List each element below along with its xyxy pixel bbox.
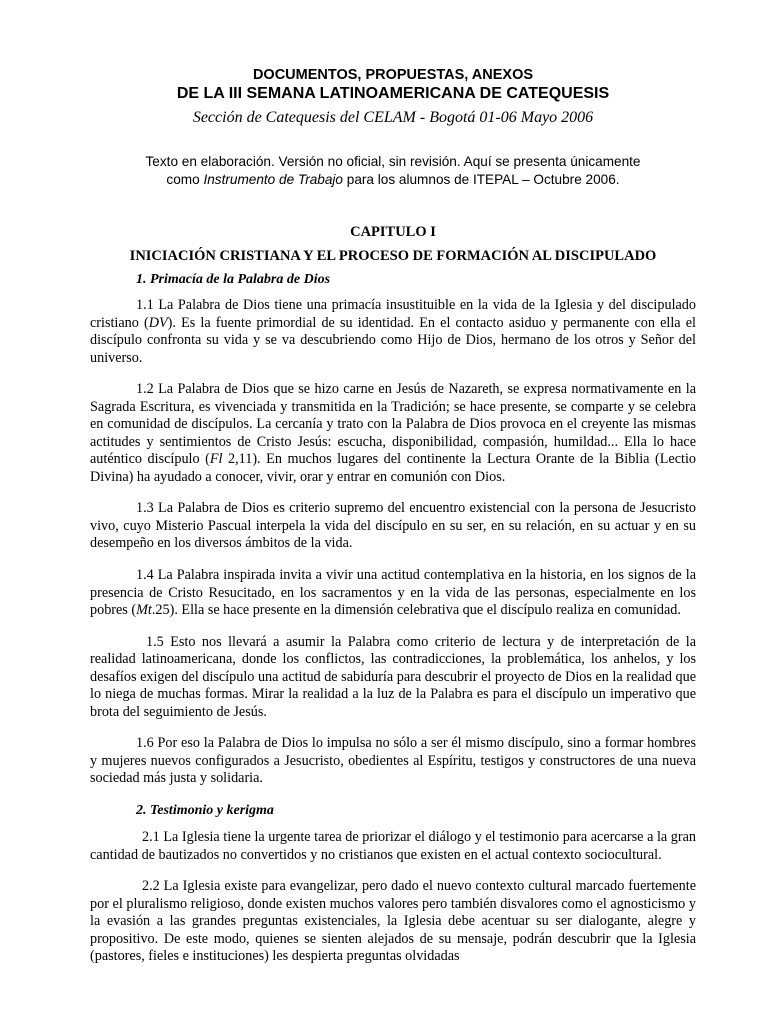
section-heading-1: 1. Primacía de la Palabra de Dios bbox=[136, 272, 331, 287]
paragraph-1-5: 1.5 Esto nos llevará a asumir la Palabra como criterio de lectura y de interpretación de la realidad latinoamericana, donde los conflictos, las contradicciones, la problemática, los anhelos, y los desafíos exigen del discípulo una actitud de sabiduría para descubrir el proyecto de Dios en la realidad que lo niega de muchas formas. Mirar la realidad a la luz de la Palabra es para el discípulo un imperativo que brota del seguimiento de Jesús. bbox=[90, 633, 696, 720]
paragraph-2-1: 2.1 La Iglesia tiene la urgente tarea de priorizar el diálogo y el testimonio para acercarse a la gran cantidad de bautizados no convertidos y no cristianos que existen en el actual contexto sociocultural. bbox=[90, 829, 696, 863]
chapter-title: INICIACIÓN CRISTIANA Y EL PROCESO DE FORMACIÓN AL DISCIPULADO bbox=[129, 248, 657, 264]
paragraph-2-2: 2.2 La Iglesia existe para evangelizar, pero dado el nuevo contexto cultural marcado fuertemente por el pluralismo religioso, donde existen muchos valores pero también disvalores como el agnosticismo y la evasión a las grandes preguntas existenciales, la Iglesia debe acentuar su ser dialogante, alegre y propositivo. De este modo, quienes se sienten alejados de su mensaje, podrán descubrir que la Iglesia (pastores, fieles e instituciones) les despierta preguntas olvidadas bbox=[90, 878, 696, 965]
draft-note-line-1: Texto en elaboración. Versión no oficial, sin revisión. Aquí se presenta únicamente bbox=[145, 154, 641, 169]
document-page bbox=[90, 66, 696, 980]
draft-note bbox=[90, 153, 696, 189]
document-title: DE LA III SEMANA LATINOAMERICANA DE CATEQUESIS bbox=[176, 85, 610, 102]
paragraph-1-1: 1.1 La Palabra de Dios tiene una primacía insustituible en la vida de la Iglesia y del discipulado cristiano (DV). Es la fuente primordial de su identidad. En el contacto asiduo y permanente con ella el discípulo confronta su vida y se va descubriendo como Hijo de Dios, hermano de los otros y Señor del universo. bbox=[90, 297, 696, 366]
paragraph-1-6: 1.6 Por eso la Palabra de Dios lo impulsa no sólo a ser él mismo discípulo, sino a formar hombres y mujeres nuevos configurados a Jesucristo, obedientes al Espíritu, testigos y constructores de una nueva sociedad más justa y solidaria. bbox=[90, 735, 696, 787]
draft-note-line-2: como Instrumento de Trabajo para los alumnos de ITEPAL – Octubre 2006. bbox=[166, 172, 620, 187]
draft-note-emphasis: Instrumento de Trabajo bbox=[203, 172, 343, 187]
document-subtitle: Sección de Catequesis del CELAM - Bogotá 01-06 Mayo 2006 bbox=[192, 109, 594, 126]
header-line-1: DOCUMENTOS, PROPUESTAS, ANEXOS bbox=[252, 67, 534, 83]
section-heading-2: 2. Testimonio y kerigma bbox=[136, 803, 274, 819]
chapter-label: CAPITULO I bbox=[350, 224, 436, 240]
paragraph-1-4: 1.4 La Palabra inspirada invita a vivir una actitud contemplativa en la historia, en los signos de la presencia de Cristo Resucitado, en los sacramentos y en la vida de las personas, especialmente en los pobres (Mt.25). Ella se hace presente en la dimensión celebrativa que el discípulo realiza en comunidad. bbox=[90, 567, 696, 619]
paragraph-1-2: 1.2 La Palabra de Dios que se hizo carne en Jesús de Nazareth, se expresa normativamente en la Sagrada Escritura, es vivenciada y transmitida en la Tradición; se hace presente, se comparte y se celebra en comunidad de discípulos. La cercanía y trato con la Palabra de Dios provoca en el creyente las mismas actitudes y sentimientos de Cristo Jesús: escucha, disponibilidad, compasión, humildad... Ella lo hace auténtico discípulo (Fl 2,11). En muchos lugares del continente la Lectura Orante de la Biblia (Lectio Divina) ha ayudado a conocer, vivir, orar y entrar en comunión con Dios. bbox=[90, 381, 696, 485]
paragraph-1-3: 1.3 La Palabra de Dios es criterio supremo del encuentro existencial con la persona de Jesucristo vivo, cuyo Misterio Pascual interpela la vida del discípulo en su ser, en su relación, en su actuar y en su desempeño en los diversos ámbitos de la vida. bbox=[90, 500, 696, 552]
